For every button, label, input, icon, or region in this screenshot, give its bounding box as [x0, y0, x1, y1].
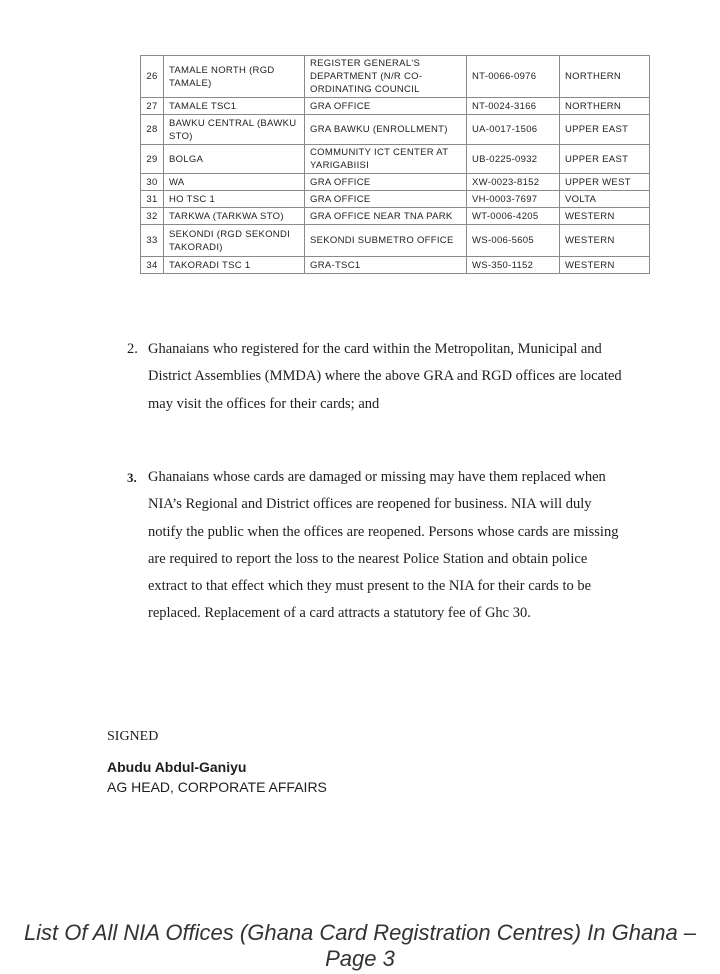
- offices-table-container: [140, 55, 649, 274]
- signatory-title: AG HEAD, CORPORATE AFFAIRS: [107, 779, 327, 795]
- row-number: 30: [141, 174, 164, 191]
- region: VOLTA: [560, 191, 650, 208]
- registration-centre: TAMALE NORTH (RGD TAMALE): [164, 56, 305, 98]
- registration-centre: TARKWA (TARKWA STO): [164, 208, 305, 225]
- office-location: COMMUNITY ICT CENTER AT YARIGABIISI: [305, 145, 467, 174]
- page-caption: List Of All NIA Offices (Ghana Card Registration Centres) In Ghana – Page 3: [23, 920, 697, 971]
- table-row: [141, 225, 650, 257]
- office-location: REGISTER GENERAL'S DEPARTMENT (N/R CO-ORDINATING COUNCIL: [305, 56, 467, 98]
- office-location: SEKONDI SUBMETRO OFFICE: [305, 225, 467, 257]
- region: UPPER EAST: [560, 145, 650, 174]
- signatory-name: Abudu Abdul-Ganiyu: [107, 759, 247, 775]
- row-number: 28: [141, 115, 164, 145]
- region: NORTHERN: [560, 98, 650, 115]
- digital-address: XW-0023-8152: [467, 174, 560, 191]
- paragraph-text: Ghanaians who registered for the card within the Metropolitan, Municipal and District Assemblies (MMDA) where the above GRA and RGD offices are located may visit the offices for their cards; and: [148, 341, 622, 412]
- paragraph-text: Ghanaians whose cards are damaged or missing may have them replaced when NIA’s Regional and District offices are reopened for business. NIA will duly notify the public when the offices are reopened. Persons whose cards are missing are required to report the loss to the nearest Police Station and obtain police extract to that effect which they must present to the NIA for their cards to be replaced. Replacement of a card attracts a statutory fee of Ghc 30.: [148, 469, 619, 622]
- registration-centre: WA: [164, 174, 305, 191]
- office-location: GRA OFFICE: [305, 191, 467, 208]
- registration-centre: SEKONDI (RGD SEKONDI TAKORADI): [164, 225, 305, 257]
- registration-centre: TAMALE TSC1: [164, 98, 305, 115]
- row-number: 27: [141, 98, 164, 115]
- signature-block: [107, 757, 327, 797]
- digital-address: WS-006-5605: [467, 225, 560, 257]
- digital-address: NT-0024-3166: [467, 98, 560, 115]
- paragraph-number: 3.: [127, 470, 137, 485]
- region: WESTERN: [560, 225, 650, 257]
- digital-address: UA-0017-1506: [467, 115, 560, 145]
- registration-centre: HO TSC 1: [164, 191, 305, 208]
- office-location: GRA OFFICE NEAR TNA PARK: [305, 208, 467, 225]
- table-row: [141, 174, 650, 191]
- offices-table: [140, 55, 650, 274]
- row-number: 29: [141, 145, 164, 174]
- region: WESTERN: [560, 208, 650, 225]
- row-number: 26: [141, 56, 164, 98]
- row-number: 31: [141, 191, 164, 208]
- table-row: [141, 208, 650, 225]
- registration-centre: TAKORADI TSC 1: [164, 257, 305, 274]
- paragraph-2: [127, 336, 627, 418]
- table-row: [141, 257, 650, 274]
- office-location: GRA-TSC1: [305, 257, 467, 274]
- table-row: [141, 98, 650, 115]
- row-number: 34: [141, 257, 164, 274]
- region: NORTHERN: [560, 56, 650, 98]
- digital-address: UB-0225-0932: [467, 145, 560, 174]
- digital-address: WS-350-1152: [467, 257, 560, 274]
- row-number: 33: [141, 225, 164, 257]
- registration-centre: BAWKU CENTRAL (BAWKU STO): [164, 115, 305, 145]
- row-number: 32: [141, 208, 164, 225]
- digital-address: VH-0003-7697: [467, 191, 560, 208]
- office-location: GRA OFFICE: [305, 98, 467, 115]
- paragraph-number: 2.: [127, 341, 138, 357]
- region: UPPER WEST: [560, 174, 650, 191]
- paragraph-3: [127, 464, 627, 628]
- office-location: GRA OFFICE: [305, 174, 467, 191]
- registration-centre: BOLGA: [164, 145, 305, 174]
- table-row: [141, 56, 650, 98]
- signed-label: SIGNED: [107, 729, 159, 744]
- table-row: [141, 145, 650, 174]
- digital-address: NT-0066-0976: [467, 56, 560, 98]
- table-row: [141, 191, 650, 208]
- region: UPPER EAST: [560, 115, 650, 145]
- region: WESTERN: [560, 257, 650, 274]
- table-row: [141, 115, 650, 145]
- digital-address: WT-0006-4205: [467, 208, 560, 225]
- office-location: GRA BAWKU (ENROLLMENT): [305, 115, 467, 145]
